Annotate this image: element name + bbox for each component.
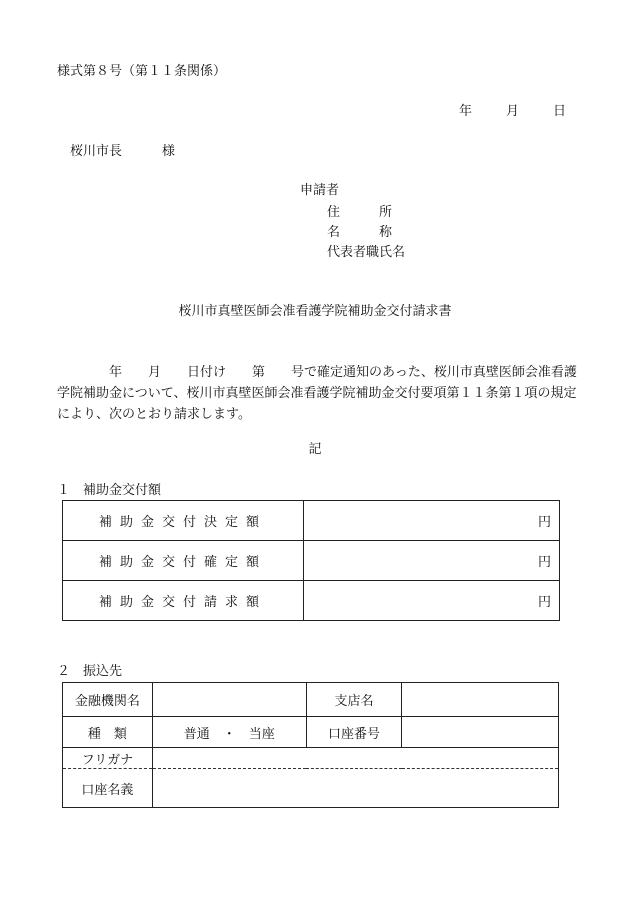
addressee-name: 桜川市長 xyxy=(70,144,123,159)
section1-heading: １ 補助金交付額 xyxy=(57,483,162,498)
account-type-label: 種 類 xyxy=(63,717,153,748)
date-month: 月 xyxy=(505,104,519,119)
date-year: 年 xyxy=(458,104,472,119)
document-title: 桜川市真壁医師会准看護学院補助金交付請求書 xyxy=(178,304,452,319)
transfer-account-table xyxy=(62,682,559,808)
confirmed-amount-field[interactable] xyxy=(304,541,560,581)
branch-name-field[interactable] xyxy=(402,683,559,717)
table-row xyxy=(63,541,560,581)
table-row xyxy=(63,748,559,769)
table-row xyxy=(63,769,559,808)
account-holder-field[interactable] xyxy=(152,769,558,808)
furigana-label: フリガナ xyxy=(63,748,153,769)
branch-name-label: 支店名 xyxy=(306,683,402,717)
ki-heading: 記 xyxy=(308,442,322,457)
date-day: 日 xyxy=(552,104,566,119)
bank-name-label: 金融機関名 xyxy=(63,683,153,717)
addressee xyxy=(70,144,175,160)
addressee-honorific: 様 xyxy=(162,144,176,159)
furigana-field[interactable] xyxy=(152,748,558,769)
table-row xyxy=(63,683,559,717)
yen-unit: 円 xyxy=(537,555,551,570)
form-number: 様式第８号（第１１条関係） xyxy=(57,64,227,79)
applicant-name-label: 名 称 xyxy=(327,225,393,240)
body-paragraph: 年 月 日付け 第 号で確定通知のあった、桜川市真壁医師会准看護学院補助金について、桜川市真壁医師会准看護学院補助金交付要項第１１条第１項の規定により、次のとおり請求します。 xyxy=(57,365,577,422)
subsidy-amount-table xyxy=(62,500,560,621)
table-row xyxy=(63,501,560,541)
decided-amount-label: 補助金交付決定額 xyxy=(63,501,304,541)
table-row xyxy=(63,581,560,621)
account-type-options[interactable]: 普通 ・ 当座 xyxy=(152,717,306,748)
table-row xyxy=(63,717,559,748)
confirmed-amount-label: 補助金交付確定額 xyxy=(63,541,304,581)
requested-amount-label: 補助金交付請求額 xyxy=(63,581,304,621)
applicant-address-label: 住 所 xyxy=(327,205,393,220)
yen-unit: 円 xyxy=(537,515,551,530)
account-number-label: 口座番号 xyxy=(306,717,402,748)
account-number-field[interactable] xyxy=(402,717,559,748)
bank-name-field[interactable] xyxy=(152,683,306,717)
applicant-label: 申請者 xyxy=(300,183,340,198)
decided-amount-field[interactable] xyxy=(304,501,560,541)
account-holder-label: 口座名義 xyxy=(63,769,153,808)
applicant-representative-label: 代表者職氏名 xyxy=(327,245,406,260)
section2-heading: ２ 振込先 xyxy=(57,664,123,679)
yen-unit: 円 xyxy=(537,595,551,610)
date-line xyxy=(425,104,566,120)
requested-amount-field[interactable] xyxy=(304,581,560,621)
